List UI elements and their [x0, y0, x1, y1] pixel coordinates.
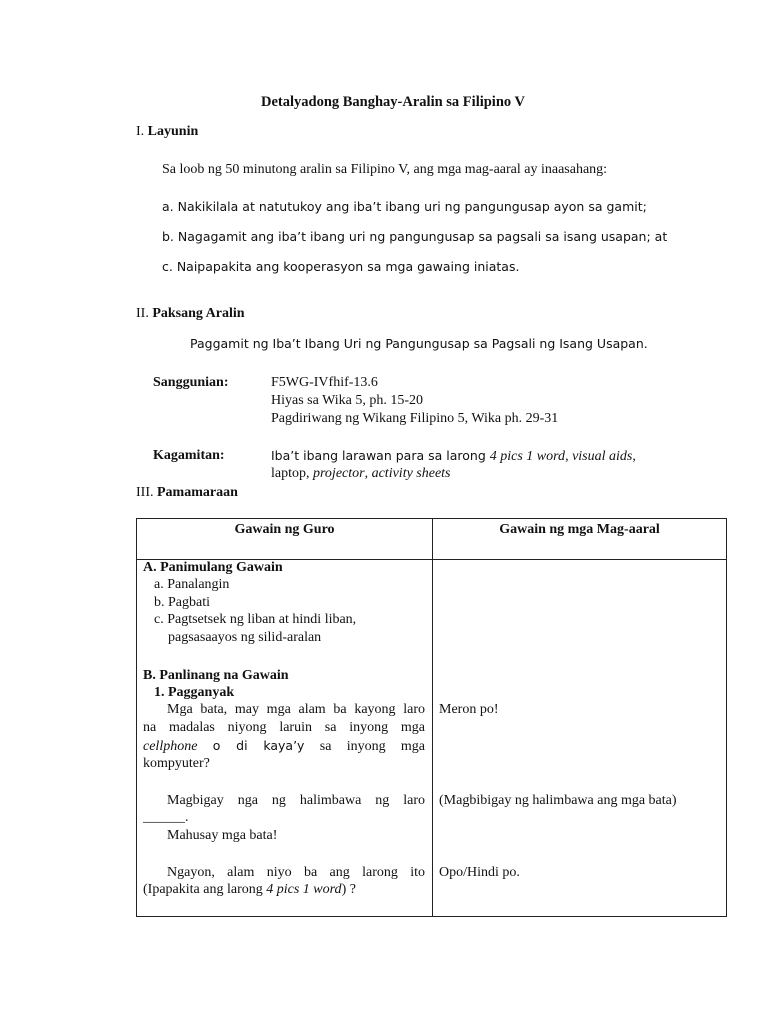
teacher-line [143, 882, 425, 898]
reference-line: F5WG-IVfhif-13.6 [271, 375, 378, 390]
section-title: Pamamaraan [157, 485, 238, 500]
kagamitan-label: Kagamitan: [153, 448, 225, 463]
topic-text: Paggamit ng Iba’t Ibang Uri ng Pangungusap sa Pagsali ng Isang Usapan. [190, 336, 648, 351]
materials-text: projector [313, 466, 365, 481]
teacher-activities-cell [137, 560, 433, 917]
objectives-intro: Sa loob ng 50 minutong aralin sa Filipino V, ang mga mag-aaral ay inaasahang: [162, 162, 608, 177]
teacher-text: sa inyong mga [319, 739, 426, 754]
activity-item-continued: pagsasaayos ng silid-aralan [168, 630, 322, 645]
teacher-line: na madalas niyong laruin sa inyong mga [143, 720, 425, 735]
sanggunian-label: Sanggunian: [153, 375, 229, 390]
student-responses-cell [433, 560, 727, 917]
section-title: Layunin [147, 124, 199, 139]
column-header-mag-aaral: Gawain ng mga Mag-aaral [433, 519, 727, 560]
teacher-text: cellphone [143, 739, 198, 754]
reference-line: Hiyas sa Wika 5, ph. 15-20 [271, 393, 423, 408]
section-number: II. [136, 306, 149, 321]
activity-heading: B. Panlinang na Gawain [143, 668, 289, 683]
section-number: I. [136, 124, 145, 139]
section-number: III. [136, 485, 154, 500]
teacher-text: 4 pics 1 word [266, 882, 342, 897]
teacher-line: Ngayon, alam niyo ba ang larong ito [167, 865, 425, 880]
teacher-line: kompyuter? [143, 756, 210, 771]
materials-text: visual aids [572, 449, 633, 464]
teacher-text: (Ipapakita ang larong [143, 882, 267, 897]
activity-item: a. Panalangin [154, 577, 230, 592]
teacher-line: Mahusay mga bata! [167, 828, 278, 843]
materials-text: , [632, 449, 636, 464]
section-title: Paksang Aralin [152, 306, 245, 321]
materials-line-1 [271, 448, 636, 465]
teacher-line: ______. [143, 810, 189, 825]
student-response: Opo/Hindi po. [439, 865, 520, 880]
materials-line-2 [271, 466, 451, 482]
activity-item: c. Pagtsetsek ng liban at hindi liban, [154, 612, 357, 627]
activity-heading: A. Panimulang Gawain [143, 560, 283, 575]
column-header-guro: Gawain ng Guro [137, 519, 433, 560]
materials-text: , [565, 449, 573, 464]
materials-text: Iba’t ibang larawan para sa larong [271, 448, 490, 463]
objective-item: b. Nagagamit ang iba’t ibang uri ng pangungusap sa pagsali sa isang usapan; at [162, 229, 668, 244]
procedure-table [136, 518, 727, 917]
table-row [137, 560, 727, 917]
teacher-line [143, 738, 425, 755]
student-response: (Magbibigay ng halimbawa ang mga bata) [439, 793, 677, 808]
section-heading-pamamaraan [136, 485, 238, 501]
materials-text: 4 pics 1 word [489, 449, 566, 464]
activity-item: b. Pagbati [154, 595, 210, 610]
materials-text: , [364, 466, 372, 481]
section-heading-paksang-aralin [136, 306, 245, 322]
objective-item: a. Nakikilala at natutukoy ang iba’t ibang uri ng pangungusap ayon sa gamit; [162, 199, 647, 214]
teacher-line: Mga bata, may mga alam ba kayong laro [167, 702, 425, 717]
teacher-line: Magbigay nga ng halimbawa ng laro [167, 793, 425, 808]
section-heading-layunin [136, 124, 198, 140]
reference-line: Pagdiriwang ng Wikang Filipino 5, Wika ph. 29-31 [271, 411, 559, 426]
materials-text: laptop, [271, 466, 313, 481]
student-response: Meron po! [439, 702, 499, 717]
materials-text: activity sheets [371, 466, 451, 481]
document-title: Detalyadong Banghay-Aralin sa Filipino V [260, 94, 525, 110]
activity-subheading: 1. Pagganyak [154, 685, 235, 700]
table-header-row [137, 519, 727, 560]
teacher-text: o di kaya’y [212, 738, 305, 753]
teacher-text: ) ? [341, 882, 356, 897]
objective-item: c. Naipapakita ang kooperasyon sa mga gawaing iniatas. [162, 259, 520, 274]
